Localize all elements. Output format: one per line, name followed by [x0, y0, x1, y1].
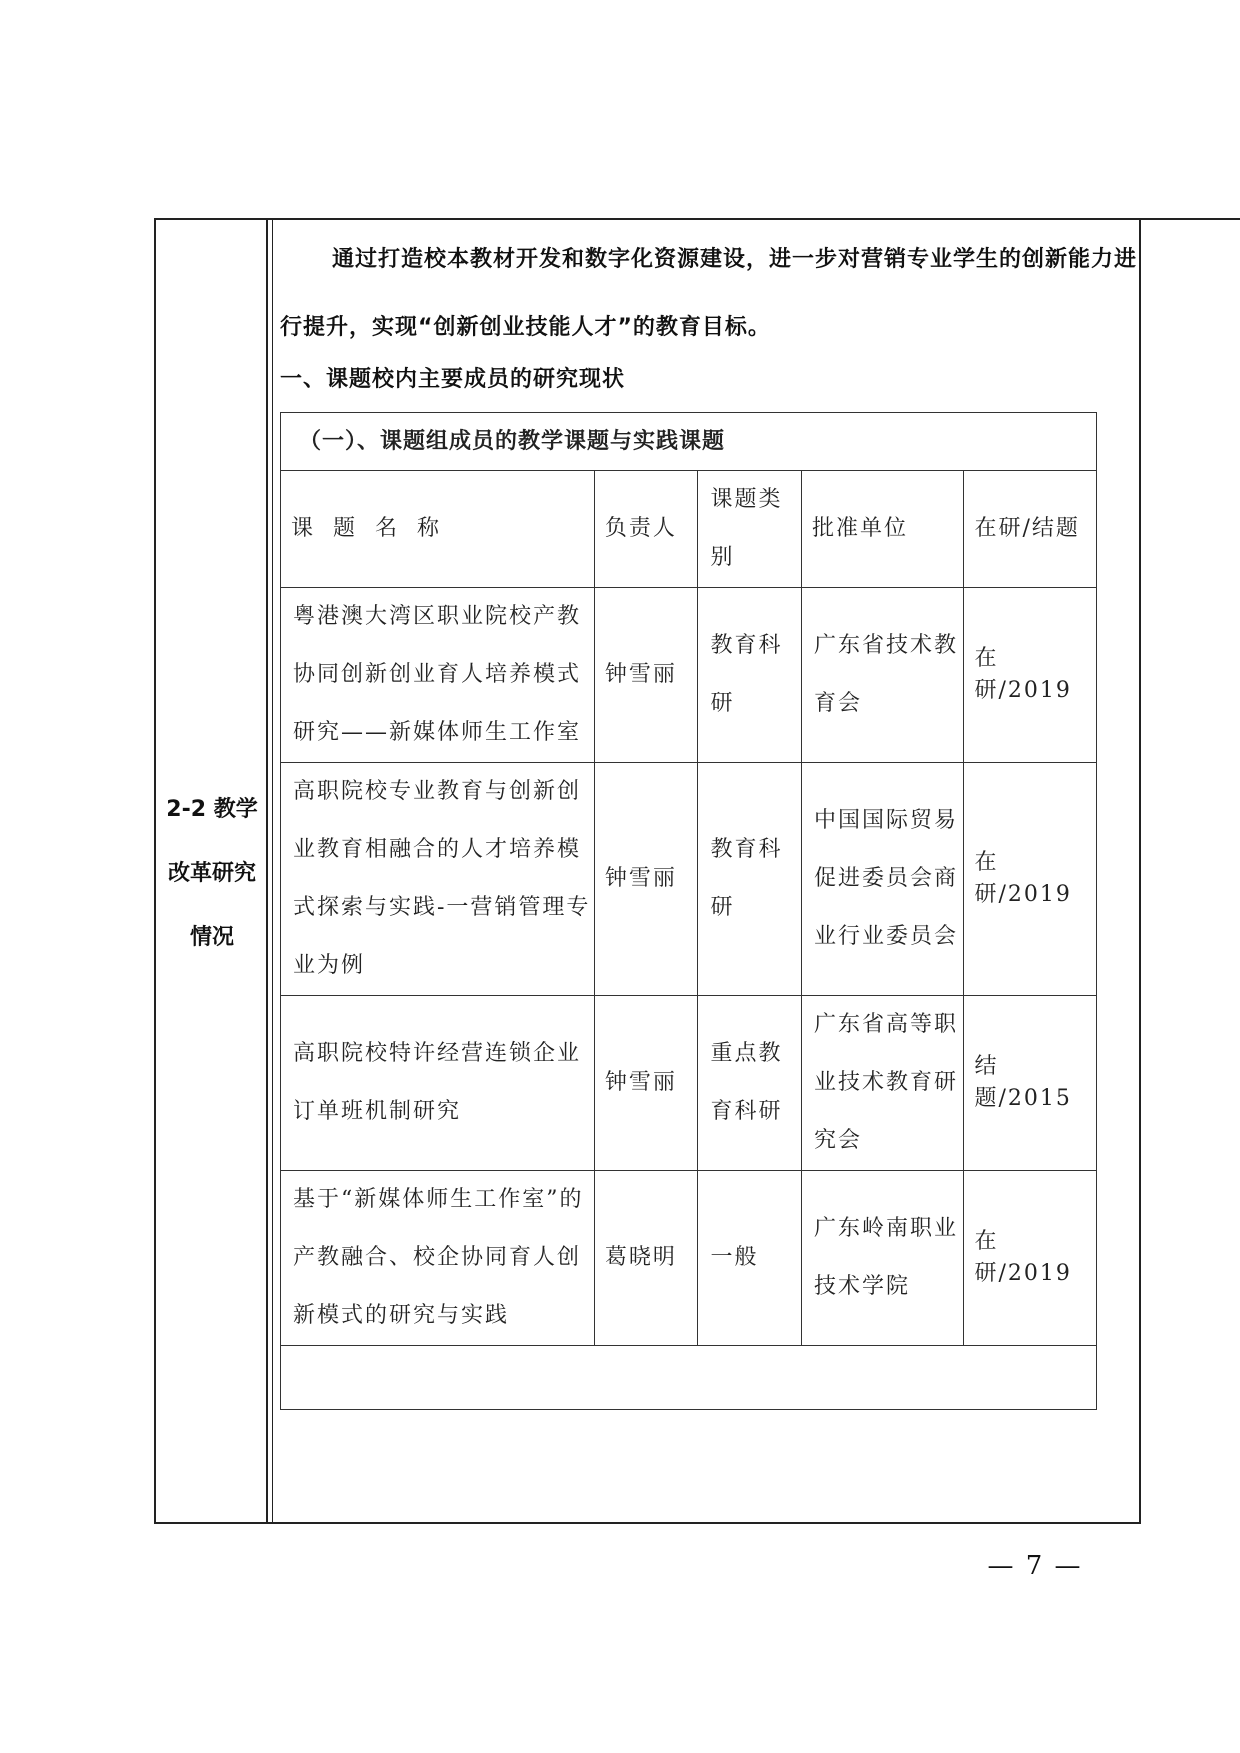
table-subtitle: （一）、课题组成员的教学课题与实践课题 [281, 413, 1097, 471]
empty-cell [281, 1346, 1097, 1410]
row-category: 教育科研 [698, 588, 802, 763]
row-status: 结题/2015 [964, 996, 1097, 1171]
header-category: 课题类别 [698, 471, 802, 588]
row-category: 教育科研 [698, 763, 802, 996]
row-leader: 葛晓明 [594, 1171, 698, 1346]
row-leader: 钟雪丽 [594, 588, 698, 763]
row-approver: 广东省高等职业技术教育研究会 [801, 996, 964, 1171]
row-category: 一般 [698, 1171, 802, 1346]
row-name: 高职院校特许经营连锁企业订单班机制研究 [281, 996, 595, 1171]
research-table [280, 412, 1097, 1410]
row-approver: 广东岭南职业技术学院 [801, 1171, 964, 1346]
intro-paragraph: 通过打造校本教材开发和数字化资源建设，进一步对营销专业学生的创新能力进行提升，实现“创新创业技能人才”的教育目标。 [280, 247, 1138, 340]
row-status: 在研/2019 [964, 1171, 1097, 1346]
side-label: 2-2 教学改革研究情况 [166, 797, 258, 950]
table-subtitle-row [281, 413, 1097, 471]
column-divider-inner [272, 218, 273, 1524]
table-empty-row [281, 1346, 1097, 1410]
header-name: 课题名称 [281, 471, 595, 588]
column-divider [266, 218, 268, 1524]
page-number: — 7 — [987, 1551, 1083, 1581]
row-status: 在研/2019 [964, 763, 1097, 996]
header-status: 在研/结题 [964, 471, 1097, 588]
table-header-row [281, 471, 1097, 588]
row-approver: 广东省技术教育会 [801, 588, 964, 763]
row-name: 粤港澳大湾区职业院校产教协同创新创业育人培养模式研究——新媒体师生工作室 [281, 588, 595, 763]
row-leader: 钟雪丽 [594, 996, 698, 1171]
outer-border-right [1139, 218, 1141, 1524]
outer-border-top [154, 218, 1240, 220]
header-leader: 负责人 [594, 471, 698, 588]
table-row [281, 996, 1097, 1171]
row-status: 在研/2019 [964, 588, 1097, 763]
row-approver: 中国国际贸易促进委员会商业行业委员会 [801, 763, 964, 996]
row-category: 重点教育科研 [698, 996, 802, 1171]
table-row [281, 588, 1097, 763]
table-row [281, 1171, 1097, 1346]
section-heading: 一、课题校内主要成员的研究现状 [280, 367, 626, 392]
header-approver: 批准单位 [801, 471, 964, 588]
outer-border-left [154, 218, 156, 1524]
row-name: 高职院校专业教育与创新创业教育相融合的人才培养模式探索与实践-一营销管理专业为例 [281, 763, 595, 996]
row-leader: 钟雪丽 [594, 763, 698, 996]
row-name: 基于“新媒体师生工作室”的产教融合、校企协同育人创新模式的研究与实践 [281, 1171, 595, 1346]
table-row [281, 763, 1097, 996]
outer-border-bottom [154, 1522, 1141, 1524]
